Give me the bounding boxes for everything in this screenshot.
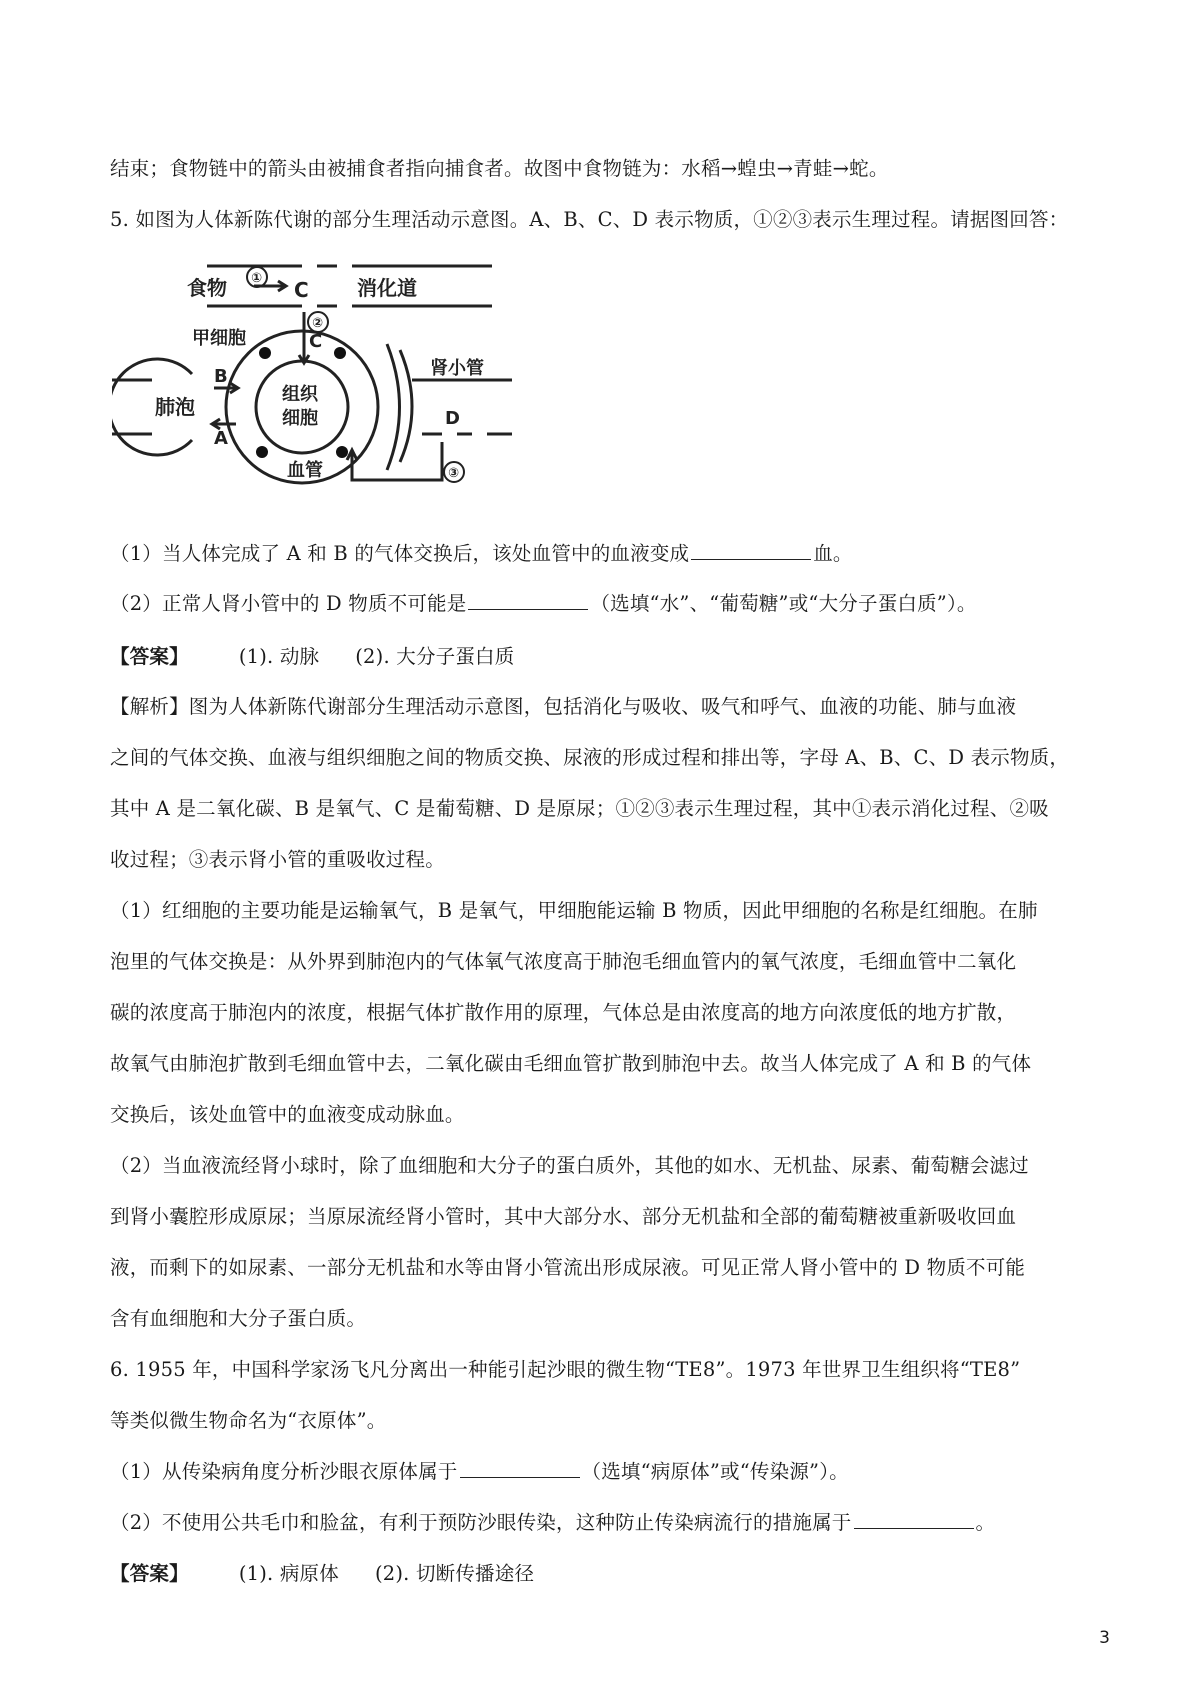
process-1-label: ① [251,271,263,286]
metabolism-diagram [112,262,552,507]
digestive-tract-label: 消化道 [357,276,417,300]
a-label: A [214,428,228,449]
question-text: 血。 [813,542,853,565]
question-5-2 [110,590,1110,618]
answer-label: 【答案】 [110,1562,189,1585]
question-6-1 [110,1458,1110,1486]
renal-tubule-label: 肾小管 [430,358,484,379]
tissue-cell-label-1: 组织 [282,384,318,405]
c-label-top: C [294,278,309,302]
analysis-line: 液，而剩下的如尿素、一部分无机盐和水等由肾小管流出形成尿液。可见正常人肾小管中的 D 物质不可能 [110,1256,1026,1279]
process-3-label: ③ [448,466,460,481]
tissue-cell-label-2: 细胞 [282,408,318,429]
question-text: （选填“水”、“葡萄糖”或“大分子蛋白质”）。 [590,592,977,615]
question-text: （选填“病原体”或“传染源”）。 [581,1460,849,1483]
question-5: 5. 如图为人体新陈代谢的部分生理活动示意图。A、B、C、D 表示物质，①②③表示生理过程。请据图回答： [110,208,1069,231]
analysis-line: （1）红细胞的主要功能是运输氧气，B 是氧气，甲细胞能运输 B 物质，因此甲细胞的名称是红细胞。在肺 [110,899,1038,922]
analysis-line: （2）当血液流经肾小球时，除了血细胞和大分子的蛋白质外，其他的如水、无机盐、尿素、葡萄糖会滤过 [110,1154,1029,1177]
question-text: （2）不使用公共毛巾和脸盆，有利于预防沙眼传染，这种防止传染病流行的措施属于 [110,1511,852,1534]
analysis-line: 故氧气由肺泡扩散到毛细血管中去，二氧化碳由毛细血管扩散到肺泡中去。故当人体完成了 A 和 B 的气体 [110,1052,1032,1075]
answer-blank [691,541,811,560]
jia-cell-label: 甲细胞 [192,328,246,349]
question-6: 等类似微生物命名为“衣原体”。 [110,1409,387,1432]
analysis-line: 交换后，该处血管中的血液变成动脉血。 [110,1103,465,1126]
answer-text: (1). 病原体 [238,1562,339,1585]
blood-vessel-label: 血管 [287,460,323,481]
question-text: 。 [975,1511,996,1534]
food-label: 食物 [187,276,227,300]
question-text: （1）当人体完成了 A 和 B 的气体交换后，该处血管中的血液变成 [110,542,690,565]
analysis-line: 之间的气体交换、血液与组织细胞之间的物质交换、尿液的形成过程和排出等，字母 A、B、C、D 表示物质， [110,746,1070,769]
answer-5 [110,643,1110,671]
answer-text: (2). 大分子蛋白质 [355,645,515,668]
d-label: D [445,408,460,429]
question-text: （2）正常人肾小管中的 D 物质不可能是 [110,592,467,615]
question-6: 6. 1955 年，中国科学家汤飞凡分离出一种能引起沙眼的微生物“TE8”。1973 年世界卫生组织将“TE8” [110,1358,1021,1381]
text-line: 结束；食物链中的箭头由被捕食者指向捕食者。故图中食物链为：水稻→蝗虫→青蛙→蛇。 [110,157,889,180]
question-text: （1）从传染病角度分析沙眼衣原体属于 [110,1460,458,1483]
analysis-line: 其中 A 是二氧化碳、B 是氧气、C 是葡萄糖、D 是原尿；①②③表示生理过程，其中①表示消化过程、②吸 [110,797,1049,820]
answer-6 [110,1560,1110,1588]
answer-blank [854,1510,974,1529]
page-number: 3 [1099,1628,1110,1648]
answer-label: 【答案】 [110,645,189,668]
answer-blank [460,1459,580,1478]
analysis-line: 含有血细胞和大分子蛋白质。 [110,1307,367,1330]
answer-blank [468,591,588,610]
process-2-label: ② [312,316,324,331]
analysis-line: 收过程；③表示肾小管的重吸收过程。 [110,848,445,871]
alveolus-label: 肺泡 [155,395,195,419]
question-6-2 [110,1509,1110,1537]
question-5-1 [110,540,1110,568]
analysis-line: 【解析】图为人体新陈代谢部分生理活动示意图，包括消化与吸收、吸气和呼气、血液的功能、肺与血液 [110,695,1017,718]
b-label: B [214,366,228,387]
answer-text: (2). 切断传播途径 [374,1562,535,1585]
analysis-line: 到肾小囊腔形成原尿；当原尿流经肾小管时，其中大部分水、部分无机盐和全部的葡萄糖被重新吸收回血 [110,1205,1017,1228]
c-label-down: C [309,331,323,352]
answer-text: (1). 动脉 [238,645,320,668]
analysis-line: 泡里的气体交换是：从外界到肺泡内的气体氧气浓度高于肺泡毛细血管内的氧气浓度，毛细血管中二氧化 [110,950,1017,973]
analysis-line: 碳的浓度高于肺泡内的浓度，根据气体扩散作用的原理，气体总是由浓度高的地方向浓度低的地方扩散， [110,1001,1017,1024]
